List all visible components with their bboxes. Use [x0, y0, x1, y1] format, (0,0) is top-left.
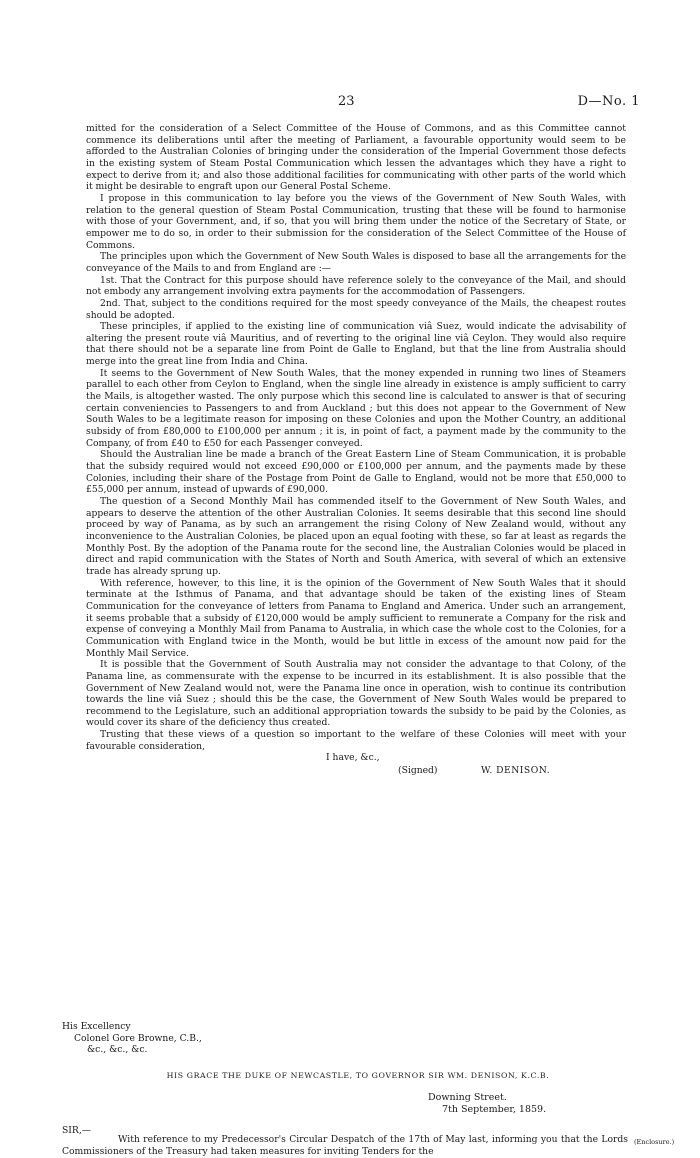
addressee-line: &c., &c., &c.	[87, 1044, 148, 1055]
addressee-block	[62, 1021, 202, 1056]
dispatch-heading: HIS GRACE THE DUKE OF NEWCASTLE, TO GOVERNOR SIR WM. DENISON, K.C.B.	[166, 1071, 550, 1080]
paragraph: Trusting that these views of a question so important to the welfare of these Colonies will meet with your favourable consideration,	[86, 729, 626, 752]
paragraph: I propose in this communication to lay before you the views of the Government of New South Wales, with relation to the general question of Steam Postal Communication, trusting that these will be found to harmonise with those of your Government, and, if so, that you will bring them under the notice of the Secretary of State, or empower me to do so, in order to their submission for the consideration of the Select Committee of the House of Commons.	[86, 192, 626, 251]
paragraph: The question of a Second Monthly Mail has commended itself to the Government of New South Wales, and appears to deserve the attention of the other Australian Colonies. It seems desirable that this second line should proceed by way of Panama, as by such an arrangement the rising Colony of New Zealand would, without any inconvenience to the Australian Colonies, be placed upon an equal footing with these, so far at least as regards the Monthly Post. By the adoption of the Panama route for the second line, the Australian Colonies would be placed in direct and rapid communication with the States of North and South America, with several of which an extensive trade has already sprung up.	[86, 496, 626, 577]
signed-label: (Signed)	[398, 765, 438, 777]
paragraph-principle-2: 2nd. That, subject to the conditions required for the most speedy conveyance of the Mails, the cheapest routes should be adopted.	[86, 297, 626, 321]
document-reference: D—No. 1	[577, 94, 640, 109]
paragraph: These principles, if applied to the existing line of communication viâ Suez, would indicate the advisability of altering the present route viâ Mauritius, and of reverting to the original line viâ Ceylon. They would also require that there should not be a separate line from Point de Galle to England, but that the line from Australia should merge into the great line from India and China.	[86, 321, 626, 368]
page-header	[0, 94, 700, 114]
dispatch-place: Downing Street.	[428, 1092, 507, 1103]
salutation: SIR,—	[62, 1125, 91, 1136]
dispatch-place-date	[428, 1092, 546, 1116]
paragraph: With reference, however, to this line, it is the opinion of the Government of New South Wales that it should terminate at the Isthmus of Panama, and that advantage should be taken of the existing lines of Steam Communication for the conveyance of letters from Panama to England and America. Under such an arrangement, it seems probable that a subsidy of £120,000 would be amply sufficient to remunerate a Company for the risk and expense of conveying a Monthly Mail from Panama to Australia, in which case the whole cost to the Colonies, for a Communication with England twice in the Month, would be but little in excess of the amount now paid for the Monthly Mail Service.	[86, 577, 626, 659]
dispatch-date: 7th September, 1859.	[442, 1104, 547, 1115]
addressee-line: Colonel Gore Browne, C.B.,	[74, 1032, 202, 1044]
marginal-note: (Enclosure.)	[634, 1138, 675, 1146]
signatory-name: W. DENISON.	[481, 765, 551, 777]
closing-phrase: I have, &c.,	[326, 752, 380, 764]
paragraph: mitted for the consideration of a Select Committee of the House of Commons, and as this Committee cannot commence its deliberations until after the meeting of Parliament, a favourable opportunity would seem to be afforded to the Australian Colonies of bringing under the consideration of the Imperial Government those defects in the existing system of Steam Postal Communication which lessen the advantages which they have a right to expect to derive from it; and also those additional facilities for communicating with other parts of the world which it might be desirable to engraft upon our General Postal Scheme.	[86, 123, 626, 193]
paragraph: Should the Australian line be made a branch of the Great Eastern Line of Steam Communication, it is probable that the subsidy required would not exceed £90,000 or £100,000 per annum, and the payments made by these Colonies, including their share of the Postage from Point de Galle to England, would not be more that £50,000 to £55,000 per annum, instead of upwards of £90,000.	[86, 449, 626, 496]
paragraph-principle-1: 1st. That the Contract for this purpose should have reference solely to the conveyance of the Mail, and should not embody any arrangement involving extra payments for the accommodation of Passengers.	[86, 274, 626, 298]
paragraph: The principles upon which the Government of New South Wales is disposed to base all the arrangements for the conveyance of the Mails to and from England are :—	[86, 251, 626, 274]
signature-line	[86, 764, 626, 777]
paragraph: With reference to my Predecessor's Circular Despatch of the 17th of May last, informing you that the Lords Commissioners of the Treasury had taken measures for inviting Tenders for the	[62, 1134, 628, 1157]
page-number: 23	[338, 94, 355, 109]
despatch-body	[86, 123, 626, 777]
closing-line	[86, 752, 626, 764]
paragraph: It seems to the Government of New South Wales, that the money expended in running two lines of Steamers parallel to each other from Ceylon to England, when the single line already in existence is amply sufficient to carry the Mails, is altogether wasted. The only purpose which this second line is calculated to answer is that of securing certain conveniencies to Passengers to and from Auckland ; but this does not appear to the Government of New South Wales to be a legitimate reason for imposing on these Colonies and upon the Mother Country, an additional subsidy of from £80,000 to £100,000 per annum ; it is, in point of fact, a payment made by the community to the Company, of from £40 to £50 for each Passenger conveyed.	[86, 367, 626, 449]
addressee-line: His Excellency	[62, 1021, 131, 1032]
letter-body	[62, 1134, 628, 1158]
paragraph: It is possible that the Government of South Australia may not consider the advantage to that Colony, of the Panama line, as commensurate with the expense to be incurred in its establishment. It is also possible that the Government of New Zealand would not, were the Panama line once in operation, wish to continue its contribution towards the line viâ Suez ; should this be the case, the Government of New South Wales would be prepared to recommend to the Legislature, such an additional appropriation towards the subsidy to be paid by the Colonies, as would cover its share of the deficiency thus created.	[86, 659, 626, 729]
